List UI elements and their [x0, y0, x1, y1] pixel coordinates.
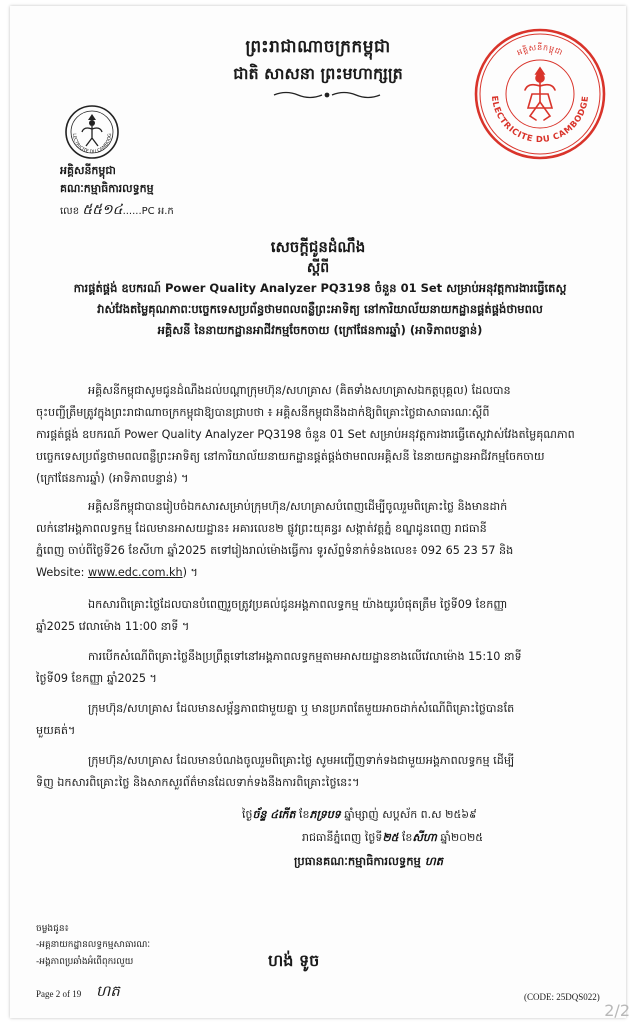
- org-name: អគ្គិសនីកម្ពុជា: [60, 164, 116, 177]
- body-p4-line-2: ថ្ងៃទី09 ខែកញ្ញា ឆ្នាំ2025 ។: [36, 672, 157, 685]
- kingdom-title: ព្រះរាជាណាចក្រកម្ពុជា: [245, 37, 391, 57]
- document-code: (CODE: 25DQS022): [524, 992, 600, 1002]
- page-initials-handwritten: ហត: [96, 982, 120, 1000]
- reference-number-handwritten: ៥៥១៤: [82, 202, 123, 218]
- procurement-committee-label: គណៈកម្មាធិការលទ្ធកម្ម: [60, 182, 154, 195]
- lunar-month-handwritten: ភទ្របទ: [309, 808, 341, 821]
- svg-text:អគ្គិសនីកម្ពុជា: [515, 42, 564, 57]
- body-p3-line-2: ឆ្នាំ2025 វេលាម៉ោង 11:00 នាទី ។: [36, 620, 190, 633]
- body-p2-line-3: ភ្នំពេញ ចាប់ពីថ្ងៃទី26 ខែសីហា ឆ្នាំ2025 តទៅរៀងរាល់ម៉ោងធ្វើការ ទូរស័ព្ទទំនាក់ទំនងលេខ៖ 092 65 23 57 និង: [36, 544, 514, 557]
- ornament-divider: [272, 90, 382, 100]
- body-p4-line-1: ការបើកសំណើពិគ្រោះថ្លៃនឹងប្រព្រឹត្តទៅនៅអង្គភាពលទ្ធកម្មតាមអាសយដ្ឋានខាងលើវេលាម៉ោង 15:10 នាទី: [88, 650, 522, 663]
- body-p1-line-5: (ក្រៅផែនការឆ្នាំ) (អាទិភាពបន្ទាន់) ។: [36, 472, 189, 485]
- body-p6-line-2: ទិញ ឯកសារពិគ្រោះថ្លៃ និងសាកសួរព័ត៌មានដែលទាក់ទងនឹងការពិគ្រោះថ្លៃនេះ។: [36, 776, 360, 789]
- body-p1-line-1: អគ្គិសនីកម្ពុជាសូមជូនដំណឹងដល់បណ្តាក្រុមហ៊ុន/សហគ្រាស (គិតទាំងសហគ្រាសឯកត្តបុគ្គល) ដែលបាន: [88, 384, 511, 397]
- body-p1-line-2: ចុះបញ្ជីត្រឹមត្រូវក្នុងព្រះរាជាណាចក្រកម្ពុជាឱ្យបានជ្រាបថា ៖ អគ្គិសនីកម្ពុជានឹងដាក់ឱ្យពិគ្រោះថ្លៃជាសាធារណៈស្តីពី: [36, 406, 490, 419]
- lunar-day-handwritten: ច័ន្ទ ៤កើត: [252, 808, 296, 821]
- reference-number: លេខ ៥៥១៤......PC អ.ក: [60, 202, 174, 218]
- notice-title: សេចក្តីជូនដំណឹង: [270, 238, 366, 256]
- page-number: Page 2 of 19: [36, 989, 82, 999]
- body-p2-line-4: Website: www.edc.com.kh) ។: [36, 566, 198, 579]
- body-p2-line-2: លក់នៅអង្គភាពលទ្ធកម្ម ដែលមានអាសយដ្ឋាន៖ អគារលេខ២ ផ្លូវព្រះយុគន្ធរ សង្កាត់វត្តភ្នំ ខណ្ឌដូនពេញ រាជធានី: [36, 522, 487, 535]
- seal-text-kh: អគ្គិសនីកម្ពុជា: [515, 42, 565, 58]
- initials-handwritten: ហត: [424, 854, 444, 868]
- cc-item-1: -អគ្គនាយកដ្ឋានលទ្ធកម្មសាធារណៈ: [36, 940, 151, 950]
- cc-heading: ចម្លងជូន៖: [36, 924, 69, 934]
- solar-month-handwritten: សីហា: [412, 831, 437, 844]
- subject-line-3: អគ្គិសនី នៃនាយកដ្ឋានអាជីវកម្មចែកចាយ (ក្រៅផែនការឆ្នាំ) (អាទិភាពបន្ទាន់): [157, 323, 483, 337]
- viewer-page-indicator: 2/2: [604, 1001, 630, 1020]
- body-p1-line-4: បច្ចេកទេសប្រព័ន្ធថាមពលពន្លឺព្រះអាទិត្យ នៅការិយាល័យនាយកដ្ឋានផ្គត់ផ្គង់ថាមពលអគ្គិសនី នៃនាយកដ្ឋានអាជីវកម្មចែកចាយ: [36, 450, 545, 463]
- body-p6-line-1: ក្រុមហ៊ុន/សហគ្រាស ដែលមានបំណងចូលរួមពិគ្រោះថ្លៃ សូមអញ្ជើញទាក់ទងជាមួយអង្គភាពលទ្ធកម្ម ដើម្បី: [88, 754, 515, 767]
- notice-about-label: ស្តីពី: [306, 260, 330, 276]
- body-p2-line-1: អគ្គិសនីកម្ពុជាបានរៀបចំឯកសារសម្រាប់ក្រុមហ៊ុន/សហគ្រាសបំពេញដើម្បីចូលរួមពិគ្រោះថ្លៃ និងមានដាក់: [88, 500, 508, 513]
- solar-date-line: រាជធានីភ្នំពេញ ថ្ងៃទី២៥ ខែសីហា ឆ្នាំ២០២៥: [302, 831, 484, 844]
- body-p3-line-1: ឯកសារពិគ្រោះថ្លៃដែលបានបំពេញរួចត្រូវប្រគល់ជូនអង្គភាពលទ្ធកម្ម យ៉ាងយូរបំផុតត្រឹម ថ្ងៃទី09 ខែកញ្ញា: [88, 598, 508, 611]
- body-p5-line-1: ក្រុមហ៊ុន/សហគ្រាស ដែលមានសម្ព័ន្ធភាពជាមួយគ្នា ឬ មានប្រភពតែមួយអាចដាក់សំណើពិគ្រោះថ្លៃបានតែ: [88, 702, 515, 715]
- svg-text:ELECTRICITE DU CAMBODGE: LECTRICITE DU CAMBODG: [70, 133, 114, 156]
- seal-text-en: ELECTRICITE DU CAMBODGE: [489, 95, 591, 145]
- solar-day-handwritten: ២៥: [382, 831, 399, 844]
- apsara-dancer-icon: [525, 68, 555, 120]
- edc-red-seal-stamp: [470, 24, 610, 164]
- website-link[interactable]: www.edc.com.kh: [87, 566, 183, 579]
- signer-name: ហង់ ទូច: [268, 951, 320, 970]
- body-p5-line-2: មួយគត់។: [36, 724, 76, 737]
- signatory-title: ប្រធានគណៈកម្មាធិការលទ្ធកម្ម ហត: [294, 854, 444, 868]
- body-p1-line-3: ការផ្គត់ផ្គង់ ឧបករណ៍ Power Quality Analyzer PQ3198 ចំនួន 01 Set សម្រាប់អនុវត្តការងារធ្វើតេស្តវាស់វែងតម្លៃគុណភាព: [36, 428, 575, 441]
- lunar-date-line: ថ្ងៃច័ន្ទ ៤កើត ខែភទ្របទ ឆ្នាំម្សាញ់ សប្តស័ក ព.ស ២៥៦៩: [242, 808, 477, 821]
- cc-item-2: -អង្គភាពប្រឆាំងអំពើពុករលួយ: [36, 957, 134, 967]
- subject-line-1: ការផ្គត់ផ្គង់ ឧបករណ៍ Power Quality Analyzer PQ3198 ចំនួន 01 Set សម្រាប់អនុវត្តការងារធ្វើតេស្ត: [73, 281, 567, 295]
- document-page: [10, 6, 626, 1018]
- edc-logo: [64, 104, 120, 160]
- national-motto: ជាតិ សាសនា ព្រះមហាក្សត្រ: [233, 64, 403, 83]
- subject-line-2: វាស់វែងតម្លៃគុណភាពៈបច្ចេកទេសប្រព័ន្ធថាមពលពន្លឺព្រះអាទិត្យ នៅការិយាល័យនាយកដ្ឋានផ្គត់ផ្គង់ថាមពល: [97, 302, 543, 316]
